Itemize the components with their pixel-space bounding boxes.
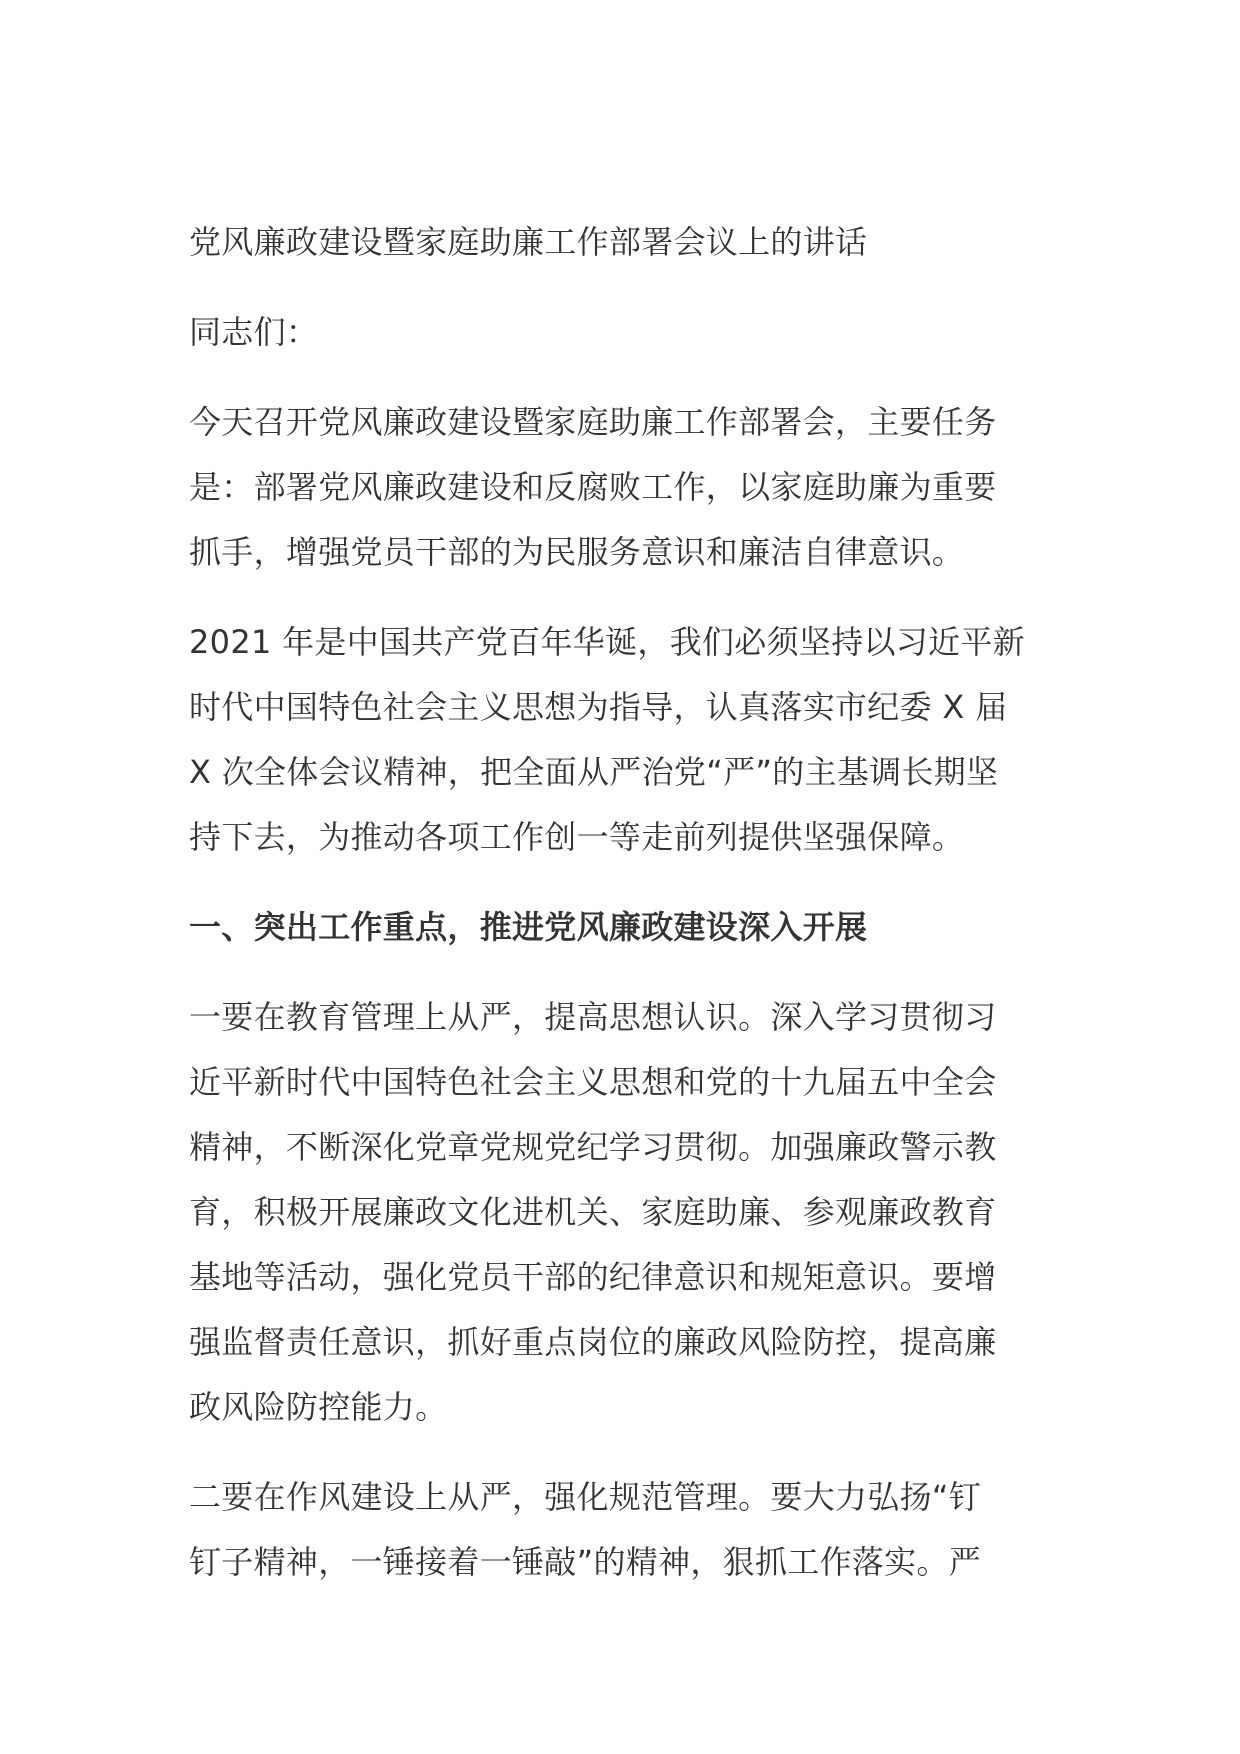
section-heading-1 — [189, 895, 1089, 960]
document-body — [189, 210, 1089, 1620]
text-line: 育，积极开展廉政文化进机关、家庭助廉、参观廉政教育 — [189, 1193, 997, 1231]
text-line: 近平新时代中国特色社会主义思想和党的十九届五中全会 — [189, 1063, 997, 1101]
text-line: 精神，不断深化党章党规党纪学习贯彻。加强廉政警示教 — [189, 1128, 997, 1166]
text-line: 今天召开党风廉政建设暨家庭助廉工作部署会，主要任务 — [189, 403, 997, 441]
paragraph-education — [189, 985, 1089, 1440]
text-line: 二要在作风建设上从严，强化规范管理。要大力弘扬“钉 — [189, 1478, 982, 1516]
text-line: 2021 年是中国共产党百年华诞，我们必须坚持以习近平新 — [189, 623, 1026, 661]
text-line: 是：部署党风廉政建设和反腐败工作，以家庭助廉为重要 — [189, 468, 997, 506]
paragraph-intro — [189, 390, 1089, 585]
text-line: 持下去，为推动各项工作创一等走前列提供坚强保障。 — [189, 818, 965, 856]
text-line: 基地等活动，强化党员干部的纪律意识和规矩意识。要增 — [189, 1258, 997, 1296]
paragraph-2021 — [189, 610, 1089, 870]
text-line: 强监督责任意识，抓好重点岗位的廉政风险防控，提高廉 — [189, 1323, 997, 1361]
text-line: 钉子精神，一锤接着一锤敲”的精神，狠抓工作落实。严 — [189, 1543, 982, 1581]
salutation — [189, 300, 1089, 365]
document-title — [189, 210, 1089, 275]
text-line: 一要在教育管理上从严，提高思想认识。深入学习贯彻习 — [189, 998, 997, 1036]
salutation-text: 同志们： — [189, 313, 319, 351]
heading-text: 一、突出工作重点，推进党风廉政建设深入开展 — [189, 908, 868, 946]
text-line: 抓手，增强党员干部的为民服务意识和廉洁自律意识。 — [189, 533, 965, 571]
text-line: X 次全体会议精神，把全面从严治党“严”的主基调长期坚 — [189, 753, 999, 791]
paragraph-work-style — [189, 1465, 1089, 1595]
text-line: 时代中国特色社会主义思想为指导，认真落实市纪委 X 届 — [189, 688, 1008, 726]
title-text: 党风廉政建设暨家庭助廉工作部署会议上的讲话 — [189, 223, 868, 261]
text-line: 政风险防控能力。 — [189, 1388, 448, 1426]
